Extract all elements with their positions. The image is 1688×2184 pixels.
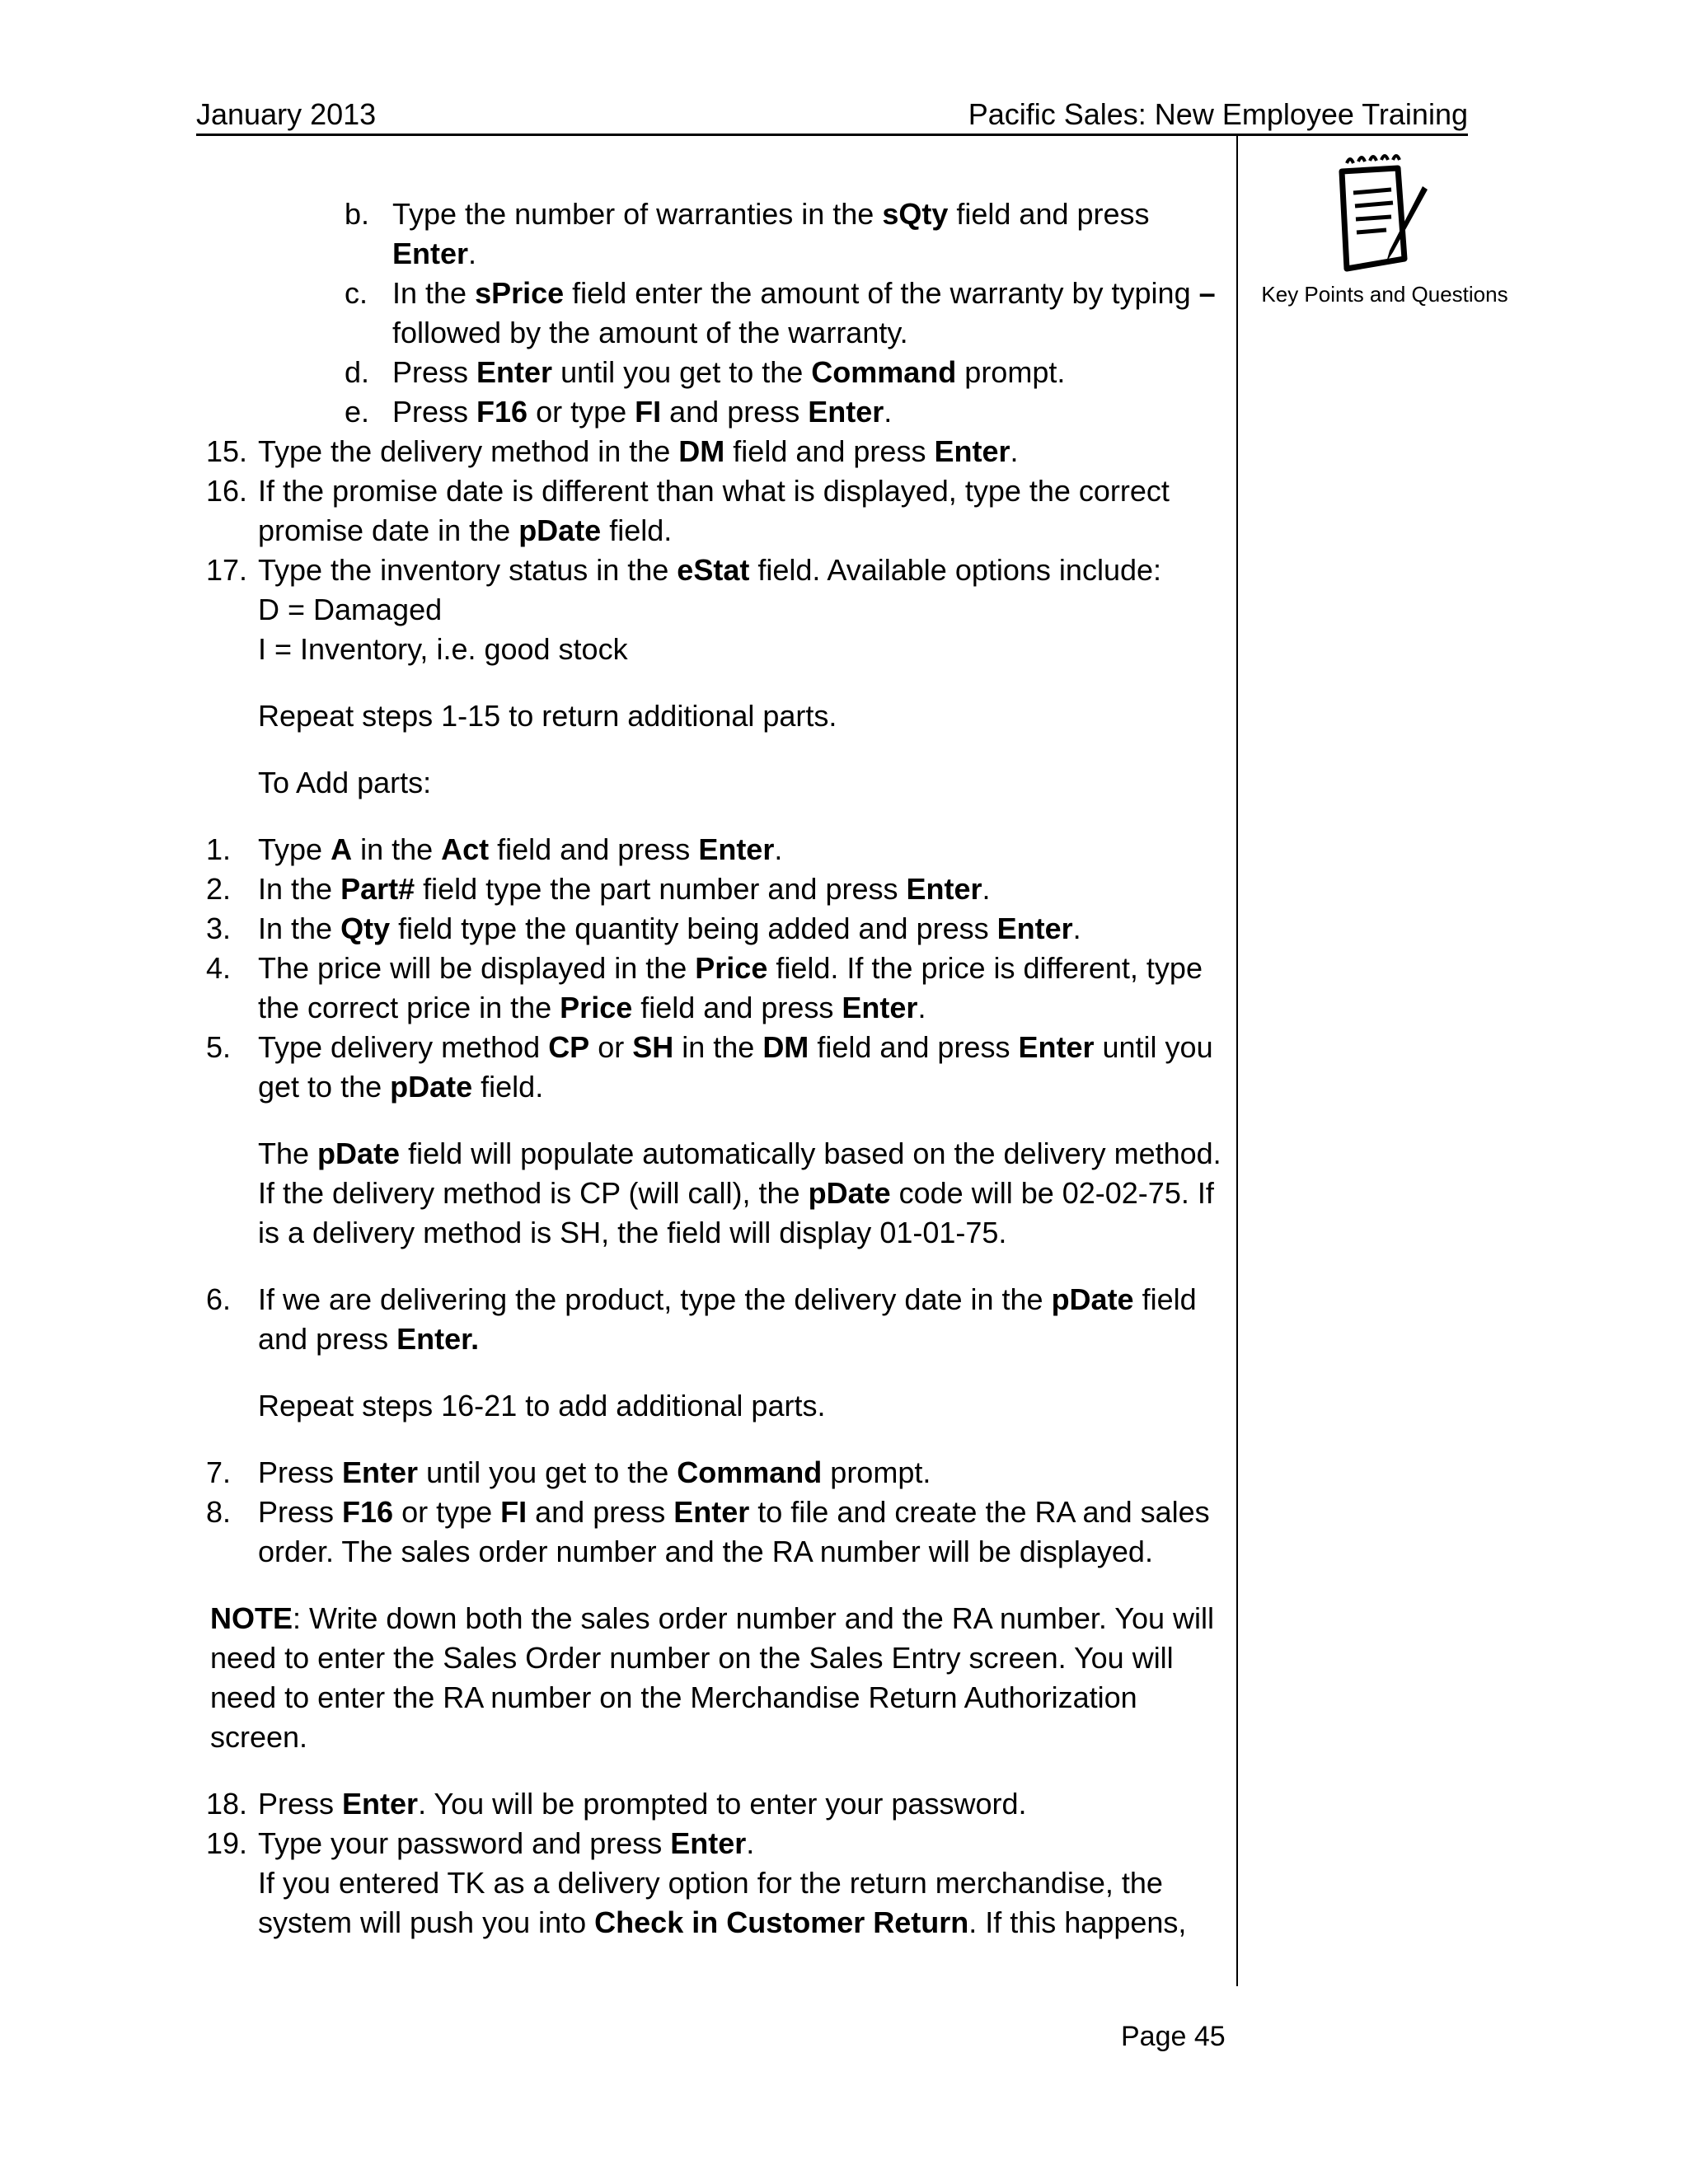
list-marker: 7. xyxy=(206,1455,232,1489)
text-run: in the xyxy=(673,1030,763,1064)
text-run: field. xyxy=(472,1070,544,1104)
list-item xyxy=(206,551,1232,590)
item-text xyxy=(258,1137,1221,1249)
text-run: Press xyxy=(392,395,477,429)
bold-term: Part# xyxy=(340,872,415,906)
bold-term: Enter xyxy=(808,395,884,429)
bold-term: Enter xyxy=(906,872,982,906)
text-run: until you get to the xyxy=(418,1455,678,1489)
bold-term: Enter xyxy=(842,991,918,1024)
bold-term: FI xyxy=(635,395,662,429)
list-marker: 4. xyxy=(206,951,232,985)
list-item xyxy=(206,1280,1232,1359)
list-item xyxy=(206,1784,1232,1824)
bold-term: pDate xyxy=(1051,1282,1134,1316)
list-item xyxy=(206,1028,1232,1107)
paragraph xyxy=(206,1386,1232,1426)
text-run: code will be 02-02-75. If is a delivery method is SH, the field will display 01-01-75. xyxy=(258,1176,1214,1249)
text-run: D = Damaged xyxy=(258,593,443,626)
item-text xyxy=(392,276,1216,349)
item-text xyxy=(392,355,1065,389)
bold-term: Command xyxy=(677,1455,823,1489)
text-run: and press xyxy=(527,1495,674,1529)
bold-term: Price xyxy=(560,991,633,1024)
text-run: . You will be prompted to enter your password. xyxy=(418,1787,1027,1821)
bold-term: Qty xyxy=(340,912,391,945)
item-text xyxy=(258,632,628,666)
text-run: or xyxy=(589,1030,633,1064)
bold-term: – xyxy=(1198,276,1216,310)
bold-term: DM xyxy=(762,1030,809,1064)
paragraph xyxy=(206,590,1232,630)
text-run: . xyxy=(884,395,893,429)
bold-term: Price xyxy=(695,951,768,985)
list-item xyxy=(206,432,1232,471)
text-run: . If this happens, xyxy=(968,1905,1187,1939)
text-run: Press xyxy=(258,1455,343,1489)
bold-term: pDate xyxy=(518,513,602,547)
list-marker: d. xyxy=(345,355,370,389)
notepad-icon xyxy=(1245,153,1525,277)
text-run: field and press xyxy=(809,1030,1019,1064)
item-text xyxy=(258,1495,1210,1568)
item-text xyxy=(258,832,782,866)
spacer xyxy=(206,803,1232,830)
bold-term: pDate xyxy=(317,1137,401,1170)
bold-term: Enter xyxy=(996,912,1073,945)
text-run: In the xyxy=(258,872,341,906)
bold-term: sQty xyxy=(882,197,949,231)
item-text xyxy=(258,1389,825,1422)
list-item xyxy=(206,909,1232,949)
text-run: The xyxy=(258,1137,318,1170)
text-run: field will populate automatically based on the delivery method. If the delivery method is CP (will call), the xyxy=(258,1137,1221,1210)
item-text xyxy=(258,1787,1026,1821)
paragraph xyxy=(206,1863,1232,1943)
text-run: until you get to the xyxy=(552,355,812,389)
item-text xyxy=(258,474,1170,547)
bold-term: Enter xyxy=(670,1826,747,1860)
text-run: . xyxy=(468,237,477,270)
text-run: . xyxy=(917,991,926,1024)
text-run: . xyxy=(774,832,783,866)
note-paragraph xyxy=(206,1599,1232,1757)
bold-term: Enter xyxy=(476,355,553,389)
item-text xyxy=(258,951,1203,1024)
item-text xyxy=(210,1601,1214,1754)
list-item xyxy=(206,194,1232,274)
sidebar-divider xyxy=(1236,134,1238,1986)
text-run: If we are delivering the product, type the delivery date in the xyxy=(258,1282,1052,1316)
text-run: field and press xyxy=(489,832,699,866)
text-run: Type the number of warranties in the xyxy=(392,197,883,231)
paragraph xyxy=(206,763,1232,803)
list-marker: c. xyxy=(345,276,368,310)
bold-term: Enter xyxy=(698,832,775,866)
bold-term: NOTE xyxy=(210,1601,293,1635)
paragraph xyxy=(206,1134,1232,1253)
list-marker: 1. xyxy=(206,832,232,866)
document-body xyxy=(206,194,1232,1943)
text-run: Repeat steps 1-15 to return additional parts. xyxy=(258,699,837,733)
bold-term: Check in Customer Return xyxy=(594,1905,969,1939)
list-item xyxy=(206,471,1232,551)
text-run: in the xyxy=(352,832,442,866)
text-run: to file and create the RA and sales order. The sales order number and the RA number will be displayed. xyxy=(258,1495,1210,1568)
list-marker: 16. xyxy=(206,474,248,508)
paragraph xyxy=(206,630,1232,669)
text-run: field and press xyxy=(948,197,1150,231)
text-run: until you get to the xyxy=(258,1030,1213,1104)
list-marker: e. xyxy=(345,395,370,429)
item-text xyxy=(258,699,837,733)
text-run: Type your password and press xyxy=(258,1826,671,1860)
item-text xyxy=(392,197,1150,270)
spacer xyxy=(206,669,1232,696)
list-item xyxy=(206,353,1232,392)
spacer xyxy=(206,1253,1232,1280)
header-title: Pacific Sales: New Employee Training xyxy=(968,97,1468,131)
text-run: field enter the amount of the warranty by typing xyxy=(564,276,1199,310)
bold-term: Enter xyxy=(934,434,1010,468)
text-run: To Add parts: xyxy=(258,766,432,799)
list-item xyxy=(206,1824,1232,1863)
text-run: The price will be displayed in the xyxy=(258,951,696,985)
bold-term: Enter. xyxy=(396,1322,480,1356)
text-run: . xyxy=(982,872,991,906)
bold-term: Enter xyxy=(342,1455,419,1489)
text-run: If the promise date is different than what is displayed, type the correct promise date in the xyxy=(258,474,1170,547)
text-run: or type xyxy=(393,1495,501,1529)
text-run: . xyxy=(1072,912,1081,945)
item-text xyxy=(258,553,1161,587)
text-run: and press xyxy=(661,395,809,429)
item-text xyxy=(392,395,892,429)
item-text xyxy=(258,434,1019,468)
bold-term: pDate xyxy=(390,1070,473,1104)
bold-term: pDate xyxy=(808,1176,891,1210)
bold-term: F16 xyxy=(342,1495,394,1529)
item-text xyxy=(258,1866,1186,1939)
list-marker: 8. xyxy=(206,1495,232,1529)
list-item xyxy=(206,1493,1232,1572)
spacer xyxy=(206,1757,1232,1784)
item-text xyxy=(258,593,442,626)
list-item xyxy=(206,274,1232,353)
text-run: In the xyxy=(392,276,476,310)
text-run: field and press xyxy=(632,991,842,1024)
list-marker: 19. xyxy=(206,1826,248,1860)
sidebar xyxy=(1245,153,1525,307)
bold-term: Enter xyxy=(1018,1030,1095,1064)
text-run: followed by the amount of the warranty. xyxy=(392,316,908,349)
text-run: In the xyxy=(258,912,341,945)
text-run: If you entered TK as a delivery option for the return merchandise, the system will push you into xyxy=(258,1866,1163,1939)
bold-term: DM xyxy=(678,434,725,468)
spacer xyxy=(206,736,1232,763)
spacer xyxy=(206,1107,1232,1134)
item-text xyxy=(258,1826,754,1860)
text-run: field type the part number and press xyxy=(415,872,907,906)
paragraph xyxy=(206,696,1232,736)
text-run: field and press xyxy=(258,1282,1197,1356)
list-marker: 15. xyxy=(206,434,248,468)
header-date: January 2013 xyxy=(196,97,377,131)
text-run: Press xyxy=(258,1495,343,1529)
bold-term: FI xyxy=(500,1495,528,1529)
text-run: or type xyxy=(528,395,635,429)
text-run: Type delivery method xyxy=(258,1030,549,1064)
list-item xyxy=(206,830,1232,869)
list-marker: 2. xyxy=(206,872,232,906)
text-run: field and press xyxy=(724,434,935,468)
bold-term: Enter xyxy=(392,237,469,270)
list-marker: 6. xyxy=(206,1282,232,1316)
item-text xyxy=(258,1455,931,1489)
text-run: I = Inventory, i.e. good stock xyxy=(258,632,628,666)
bold-term: CP xyxy=(548,1030,590,1064)
text-run: Press xyxy=(258,1787,343,1821)
text-run: . xyxy=(746,1826,755,1860)
list-item xyxy=(206,392,1232,432)
bold-term: Act xyxy=(441,832,490,866)
list-item xyxy=(206,1453,1232,1493)
text-run: Press xyxy=(392,355,477,389)
list-item xyxy=(206,949,1232,1028)
text-run: : Write down both the sales order number and the RA number. You will need to enter the Sales Order number on the Sales Entry screen. You will need to enter the RA number on the Merchandise Return Authorization screen. xyxy=(210,1601,1215,1754)
list-marker: 17. xyxy=(206,553,248,587)
text-run: field. If the price is different, type the correct price in the xyxy=(258,951,1203,1024)
list-marker: 18. xyxy=(206,1787,248,1821)
text-run: field. Available options include: xyxy=(749,553,1162,587)
bold-term: Enter xyxy=(342,1787,419,1821)
spacer xyxy=(206,1426,1232,1453)
item-text xyxy=(258,1030,1213,1104)
list-item xyxy=(206,869,1232,909)
spacer xyxy=(206,1572,1232,1599)
bold-term: F16 xyxy=(476,395,528,429)
bold-term: A xyxy=(331,832,353,866)
text-run: prompt. xyxy=(956,355,1066,389)
text-run: field. xyxy=(601,513,673,547)
key-points-label: Key Points and Questions xyxy=(1261,282,1508,307)
bold-term: Enter xyxy=(673,1495,750,1529)
text-run: Type xyxy=(258,832,331,866)
bold-term: eStat xyxy=(677,553,750,587)
item-text xyxy=(258,872,991,906)
list-marker: 5. xyxy=(206,1030,232,1064)
text-run: . xyxy=(1010,434,1019,468)
bold-term: SH xyxy=(632,1030,674,1064)
bold-term: Command xyxy=(811,355,957,389)
text-run: prompt. xyxy=(822,1455,931,1489)
text-run: Type the inventory status in the xyxy=(258,553,678,587)
list-marker: 3. xyxy=(206,912,232,945)
item-text xyxy=(258,766,431,799)
text-run: Type the delivery method in the xyxy=(258,434,679,468)
page-number: Page 45 xyxy=(1121,2021,1226,2052)
spacer xyxy=(206,1359,1232,1386)
text-run: field type the quantity being added and press xyxy=(390,912,997,945)
bold-term: sPrice xyxy=(475,276,565,310)
list-marker: b. xyxy=(345,197,370,231)
item-text xyxy=(258,912,1081,945)
item-text xyxy=(258,1282,1197,1356)
page-header xyxy=(196,96,1468,136)
text-run: Repeat steps 16-21 to add additional parts. xyxy=(258,1389,826,1422)
